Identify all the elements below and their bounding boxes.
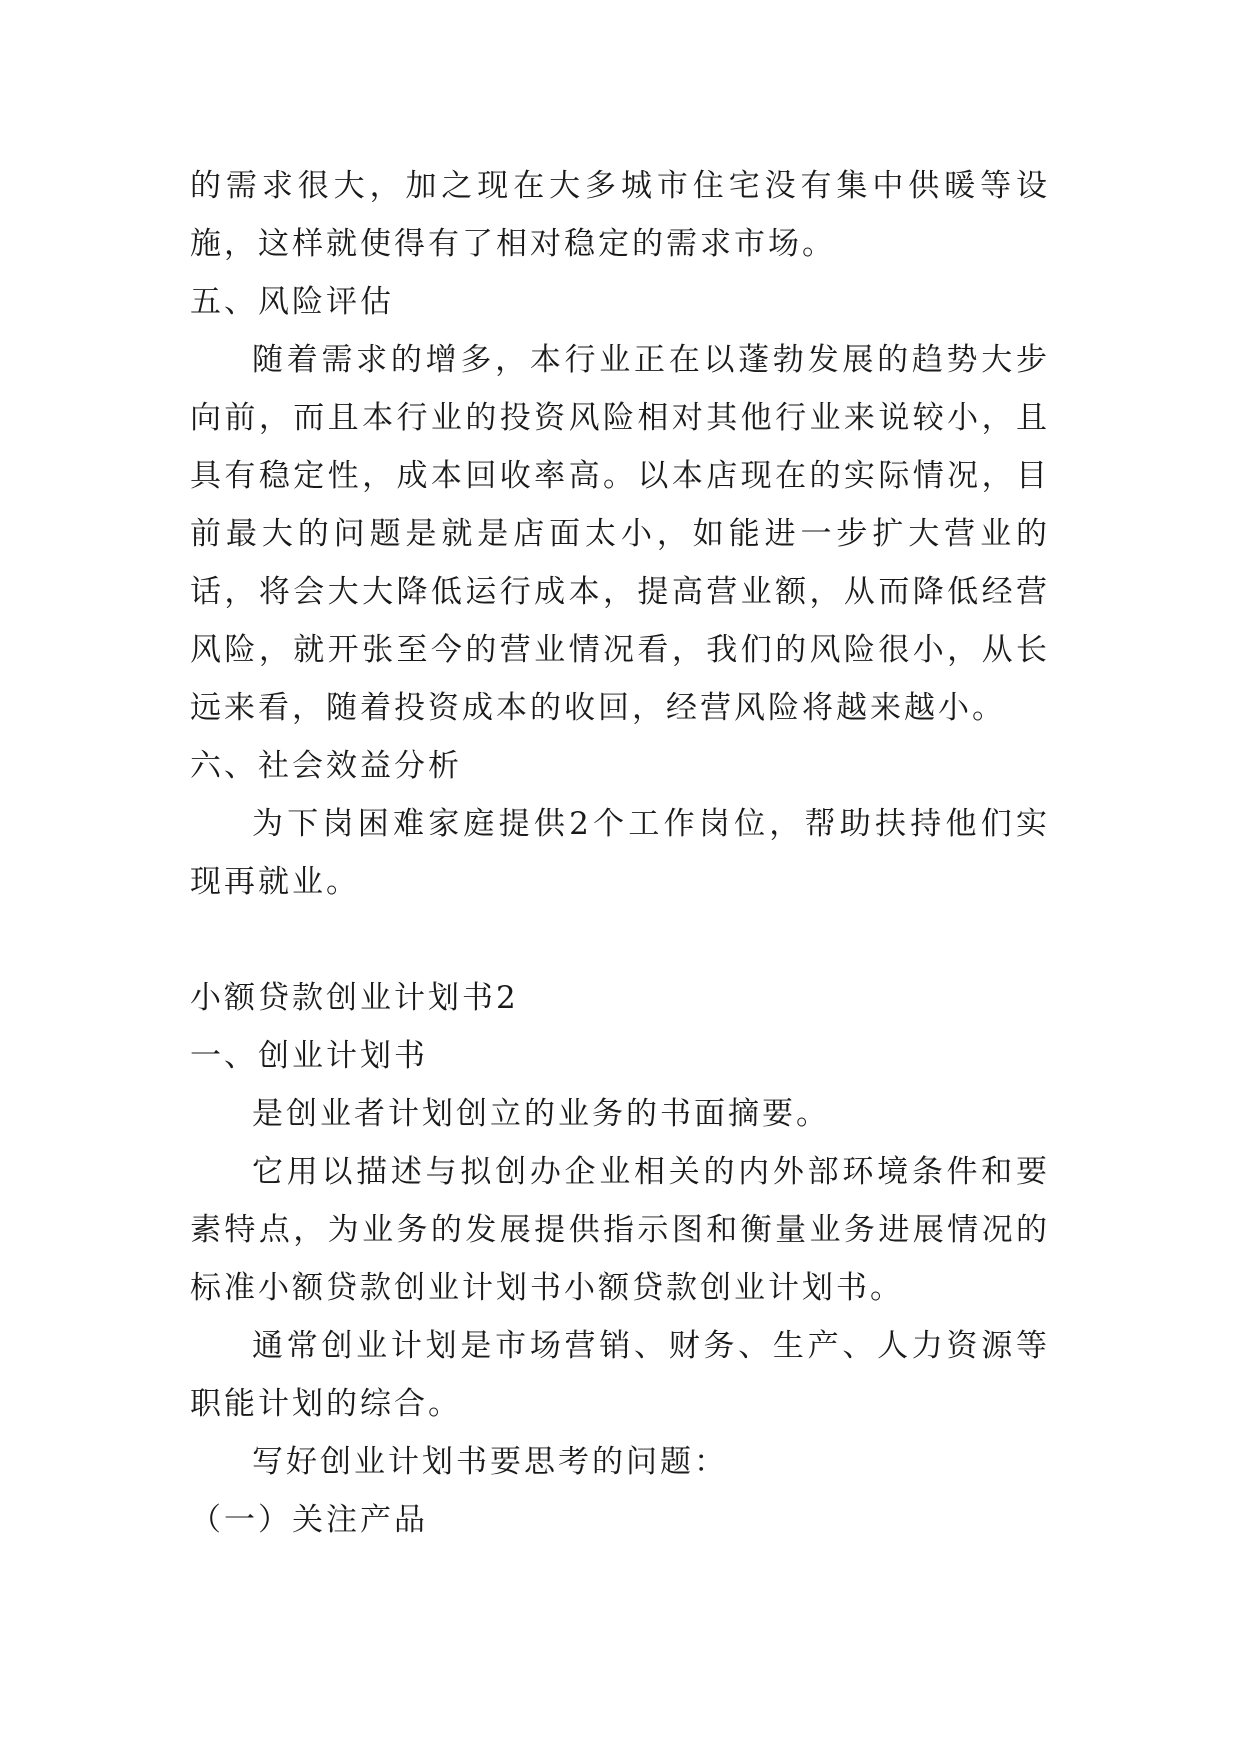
paragraph-plan-definition: 是创业者计划创立的业务的书面摘要。 xyxy=(252,1096,830,1132)
paragraph-risk: 随着需求的增多，本行业正在以蓬勃发展的趋势大步向前，而且本行业的投资风险相对其他行业来说较小，且具有稳定性，成本回收率高。以本店现在的实际情况，目前最大的问题是就是店面太小，如能进一步扩大营业的话，将会大大降低运行成本，提高营业额，从而降低经营风险，就开张至今的营业情况看，我们的风险很小，从长远来看，随着投资成本的收回，经营风险将越来越小。 xyxy=(190,342,1050,726)
paragraph-social-benefit: 为下岗困难家庭提供2个工作岗位，帮助扶持他们实现再就业。 xyxy=(190,806,1050,900)
paragraph-plan-composition: 通常创业计划是市场营销、财务、生产、人力资源等职能计划的综合。 xyxy=(190,1328,1050,1422)
section-heading-risk: 五、风险评估 xyxy=(190,284,394,320)
section-heading-social-benefit: 六、社会效益分析 xyxy=(190,748,462,784)
paragraph-plan-questions: 写好创业计划书要思考的问题： xyxy=(252,1444,728,1480)
document-body xyxy=(190,157,1050,1549)
document-title: 小额贷款创业计划书2 xyxy=(190,980,519,1016)
paragraph-continuation: 的需求很大，加之现在大多城市住宅没有集中供暖等设施，这样就使得有了相对稳定的需求市场。 xyxy=(190,168,1050,262)
subheading-product: （一）关注产品 xyxy=(190,1502,428,1538)
paragraph-plan-description: 它用以描述与拟创办企业相关的内外部环境条件和要素特点，为业务的发展提供指示图和衡量业务进展情况的标准小额贷款创业计划书小额贷款创业计划书。 xyxy=(190,1154,1050,1306)
section-heading-plan: 一、创业计划书 xyxy=(190,1038,428,1074)
